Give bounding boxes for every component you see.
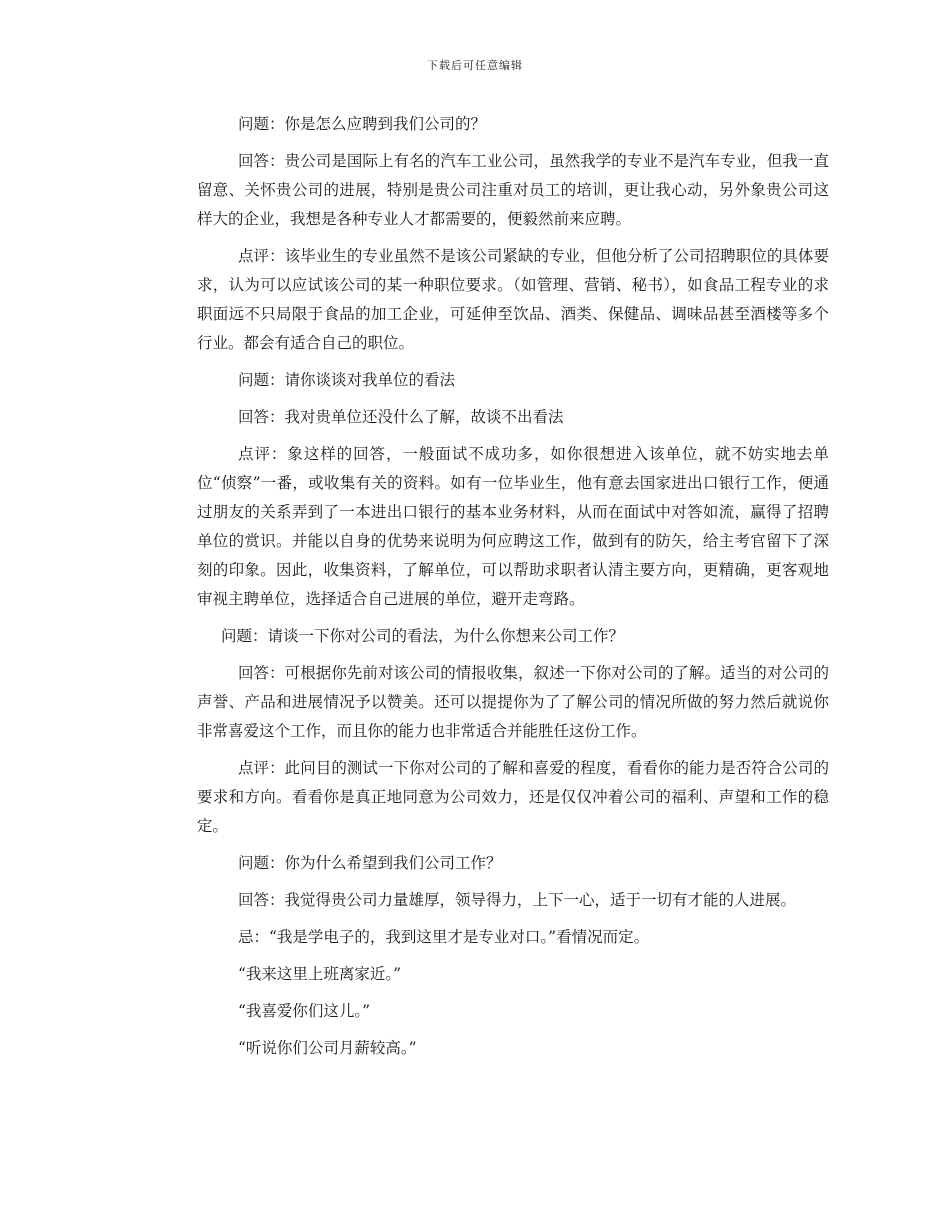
answer-paragraph: 回答：贵公司是国际上有名的汽车工业公司，虽然我学的专业不是汽车专业，但我一直留意、关怀贵公司的进展，特别是贵公司注重对员工的培训，更让我心动，另外象贵公司这样大的企业，我想是各种专业人才都需要的，便毅然前来应聘。 [197, 152, 829, 228]
question-paragraph: 问题：请你谈谈对我单位的看法 [238, 371, 456, 389]
document-body [197, 110, 829, 1071]
question-paragraph: 问题：你是怎么应聘到我们公司的？ [238, 115, 487, 133]
quote-paragraph: “听说你们公司月薪较高。” [238, 1039, 417, 1057]
avoid-paragraph: 忌：“我是学电子的，我到这里才是专业对口。”看情况而定。 [238, 928, 650, 946]
answer-paragraph: 回答：我觉得贵公司力量雄厚，领导得力，上下一心，适于一切有才能的人进展。 [238, 891, 797, 909]
quote-paragraph: “我喜爱你们这儿。” [238, 1002, 371, 1020]
comment-paragraph: 点评：象这样的回答，一般面试不成功多，如你很想进入该单位，就不妨实地去单位“侦察”一番，或收集有关的资料。如有一位毕业生，他有意去国家进出口银行工作，便通过朋友的关系弄到了一本进出口银行的基本业务材料，从而在面试中对答如流，赢得了招聘单位的赏识。并能以自身的优势来说明为何应聘这工作，做到有的防矢，给主考官留下了深刻的印象。因此，收集资料，了解单位，可以帮助求职者认清主要方向，更精确，更客观地审视主聘单位，选择适合自己进展的单位，避开走弯路。 [197, 445, 829, 608]
answer-paragraph: 回答：我对贵单位还没什么了解，故谈不出看法 [238, 408, 564, 426]
question-paragraph: 问题：请谈一下你对公司的看法，为什么你想来公司工作？ [221, 627, 625, 645]
answer-paragraph: 回答：可根据你先前对该公司的情报收集，叙述一下你对公司的了解。适当的对公司的声誉、产品和进展情况予以赞美。还可以提提你为了了解公司的情况所做的努力然后就说你非常喜爱这个工作，而且你的能力也非常适合并能胜任这份工作。 [197, 664, 829, 740]
comment-paragraph: 点评：该毕业生的专业虽然不是该公司紧缺的专业，但他分析了公司招聘职位的具体要求，认为可以应试该公司的某一种职位要求。（如管理、营销、秘书），如食品工程专业的求职面远不只局限于食品的加工企业，可延伸至饮品、酒类、保健品、调味品甚至酒楼等多个行业。都会有适合自己的职位。 [197, 247, 829, 352]
page-header: 下载后可任意编辑 [427, 59, 523, 72]
question-paragraph: 问题：你为什么希望到我们公司工作？ [238, 854, 502, 872]
quote-paragraph: “我来这里上班离家近。” [238, 965, 402, 983]
comment-paragraph: 点评：此问目的测试一下你对公司的了解和喜爱的程度，看看你的能力是否符合公司的要求和方向。看看你是真正地同意为公司效力，还是仅仅冲着公司的福利、声望和工作的稳定。 [197, 759, 829, 835]
